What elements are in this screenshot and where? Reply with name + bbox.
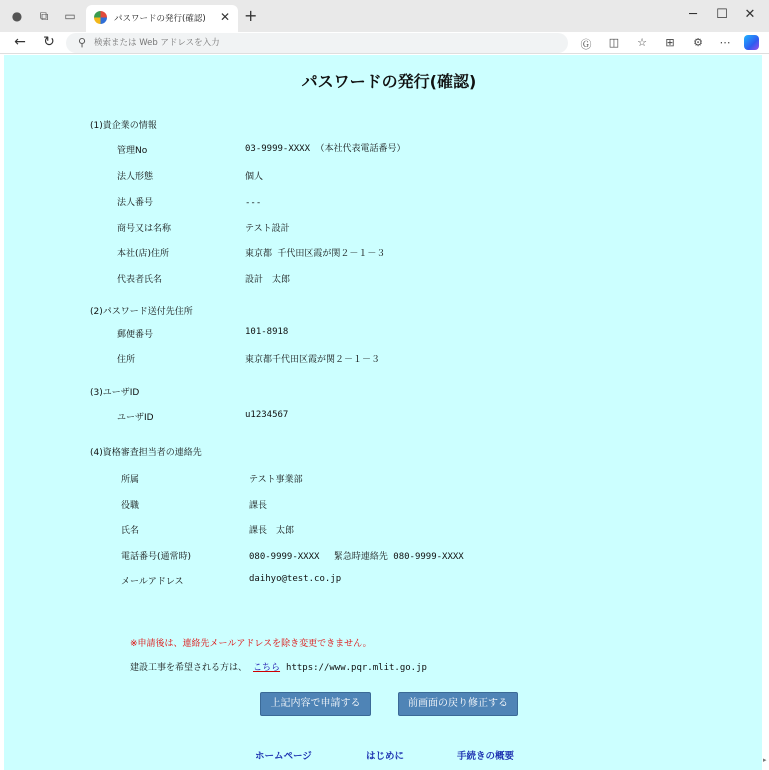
field-value-name: 課長 太郎 <box>249 526 295 536</box>
field-value-address: 東京都千代田区霞が関２－１－３ <box>245 355 381 365</box>
close-tab-icon[interactable]: ✕ <box>219 10 230 24</box>
construction-note <box>130 660 427 673</box>
construction-note-text: 建設工事を希望される方は、 <box>130 663 248 673</box>
field-label-representative: 代表者氏名 <box>117 275 163 285</box>
field-value-corporate-form: 個人 <box>245 172 264 182</box>
profile-icon[interactable]: ● <box>11 9 23 23</box>
read-aloud-icon[interactable]: Ⓖ <box>580 38 592 51</box>
field-label-head-office-address: 本社(店)住所 <box>117 249 170 259</box>
back-edit-button[interactable]: 前画面の戻り修正する <box>398 692 518 716</box>
field-label-address: 住所 <box>117 355 136 365</box>
section-heading-password-address: (2)パスワード送付先住所 <box>90 307 193 317</box>
field-label-email: メールアドレス <box>121 577 184 587</box>
copilot-icon[interactable] <box>744 35 759 50</box>
field-label-corporate-form: 法人形態 <box>117 172 154 182</box>
extensions-icon[interactable]: ⚙ <box>693 36 703 49</box>
browser-tab[interactable] <box>86 5 238 32</box>
tab-actions-icon[interactable]: ▭ <box>64 9 76 23</box>
field-value-department: テスト事業部 <box>249 475 303 485</box>
scroll-down-icon[interactable]: ▸ <box>763 756 767 764</box>
split-screen-icon[interactable]: ◫ <box>608 36 620 49</box>
field-value-head-office-address: 東京都 千代田区霞が関２－１－３ <box>245 249 386 259</box>
field-value-kanri-no: 03-9999-XXXX （本社代表電話番号） <box>245 144 406 154</box>
tab-title: パスワードの発行(確認) <box>114 14 206 24</box>
tab-bar <box>0 0 769 32</box>
refresh-icon[interactable]: ↻ <box>43 34 55 50</box>
new-tab-icon[interactable]: + <box>244 6 258 25</box>
footer-link-home[interactable]: ホームページ <box>255 751 312 762</box>
maximize-icon[interactable]: ☐ <box>716 7 728 22</box>
field-label-trade-name: 商号又は名称 <box>117 224 172 234</box>
site-favicon-icon <box>94 11 107 24</box>
field-value-representative: 設計 太郎 <box>245 275 291 285</box>
field-label-kanri-no: 管理No <box>117 146 148 156</box>
page-title: パスワードの発行(確認) <box>301 72 477 91</box>
back-arrow-icon[interactable]: ← <box>14 34 26 50</box>
field-value-phone: 080-9999-XXXX 緊急時連絡先 080-9999-XXXX <box>249 552 464 562</box>
footer-link-procedure-overview[interactable]: 手続きの概要 <box>457 751 515 762</box>
workspaces-icon[interactable]: ⧉ <box>39 9 49 23</box>
field-label-corporate-number: 法人番号 <box>117 198 154 208</box>
field-value-email: daihyo@test.co.jp <box>249 574 342 584</box>
field-value-postal-code: 101-8918 <box>245 327 289 337</box>
page-content <box>4 55 762 770</box>
submit-button[interactable]: 上記内容で申請する <box>260 692 371 716</box>
address-bar[interactable] <box>66 33 568 53</box>
field-label-position: 役職 <box>121 501 140 511</box>
favorites-icon[interactable]: ☆ <box>637 36 647 49</box>
change-notice: ※申請後は、連絡先メールアドレスを除き変更できません。 <box>130 639 372 649</box>
field-value-trade-name: テスト設計 <box>245 224 290 234</box>
close-window-icon[interactable]: ✕ <box>744 7 756 22</box>
navigation-bar <box>0 32 769 54</box>
construction-url: https://www.pqr.mlit.go.jp <box>286 663 427 673</box>
footer-link-introduction[interactable]: はじめに <box>366 751 405 762</box>
address-input[interactable] <box>94 35 554 51</box>
field-value-position: 課長 <box>249 501 268 511</box>
field-label-name: 氏名 <box>121 526 140 536</box>
field-label-department: 所属 <box>121 475 140 485</box>
construction-link[interactable]: こちら <box>253 663 281 673</box>
field-label-phone: 電話番号(通常時) <box>121 552 192 562</box>
field-label-postal-code: 郵便番号 <box>117 330 154 340</box>
section-heading-contact: (4)資格審査担当者の連絡先 <box>90 448 202 458</box>
field-value-user-id: u1234567 <box>245 410 289 420</box>
search-icon: ⚲ <box>78 36 87 49</box>
field-value-corporate-number: --- <box>245 198 262 208</box>
section-heading-company: (1)貴企業の情報 <box>90 121 157 131</box>
section-heading-user-id: (3)ユーザID <box>90 388 140 398</box>
more-icon[interactable]: ⋯ <box>719 36 731 49</box>
field-label-user-id: ユーザID <box>117 413 154 423</box>
collections-icon[interactable]: ⊞ <box>665 36 675 49</box>
minimize-icon[interactable]: ─ <box>689 7 697 22</box>
